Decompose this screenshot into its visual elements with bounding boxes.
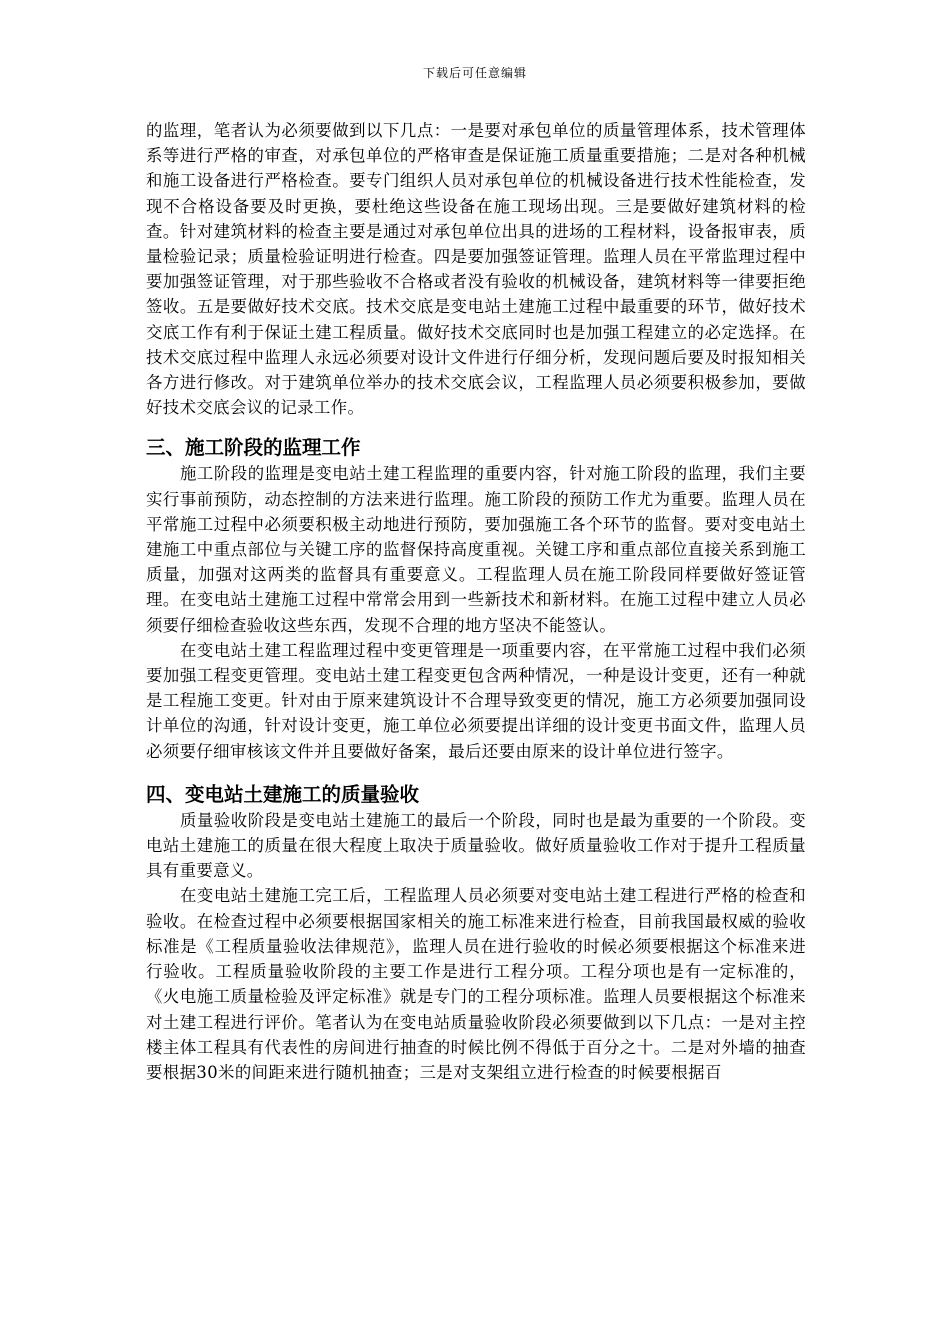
paragraph-construction-stage: 施工阶段的监理是变电站土建工程监理的重要内容，针对施工阶段的监理，我们主要实行事前预防，动态控制的方法来进行监理。施工阶段的预防工作尤为重要。监理人员在平常施工过程中必须要积极主动地进行预防，要加强施工各个环节的监督。要对变电站土建施工中重点部位与关键工序的监督保持高度重视。关键工序和重点部位直接关系到施工质量，加强对这两类的监督具有重要意义。工程监理人员在施工阶段同样要做好签证管理。在变电站土建施工过程中常常会用到一些新技术和新材料。在施工过程中建立人员必须要仔细检查验收这些东西，发现不合理的地方坚决不能签认。 bbox=[146, 464, 806, 635]
document-body bbox=[146, 118, 806, 1085]
section-heading-quality-acceptance: 四、变电站土建施工的质量验收 bbox=[146, 782, 420, 806]
page-header: 下载后可任意编辑 bbox=[422, 66, 527, 80]
paragraph-supervision-points: 的监理，笔者认为必须要做到以下几点：一是要对承包单位的质量管理体系，技术管理体系等进行严格的审查，对承包单位的严格审查是保证施工质量重要措施；二是对各种机械和施工设备进行严格检查。要专门组织人员对承包单位的机械设备进行技术性能检查，发现不合格设备要及时更换，要杜绝这些设备在施工现场出现。三是要做好建筑材料的检查。针对建筑材料的检查主要是通过对承包单位出具的进场的工程材料，设备报审表，质量检验记录；质量检验证明进行检查。四是要加强签证管理。监理人员在平常监理过程中要加强签证管理，对于那些验收不合格或者没有验收的机械设备，建筑材料等一律要拒绝签收。五是要做好技术交底。技术交底是变电站土建施工过程中最重要的环节，做好技术交底工作有利于保证土建工程质量。做好技术交底同时也是加强工程建立的必定选择。在技术交底过程中监理人永远必须要对设计文件进行仔细分析，发现问题后要及时报知相关各方进行修改。对于建筑单位举办的技术交底会议，工程监理人员必须要积极参加，要做好技术交底会议的记录工作。 bbox=[146, 121, 806, 418]
paragraph-acceptance-intro: 质量验收阶段是变电站土建施工的最后一个阶段，同时也是最为重要的一个阶段。变电站土建施工的质量在很大程度上取决于质量验收。做好质量验收工作对于提升工程质量具有重要意义。 bbox=[146, 810, 806, 881]
section-heading-construction-stage: 三、施工阶段的监理工作 bbox=[146, 436, 361, 460]
paragraph-acceptance-detail: 在变电站土建施工完工后，工程监理人员必须要对变电站土建工程进行严格的检查和验收。在检查过程中必须要根据国家相关的施工标准来进行检查，目前我国最权威的验收标准是《工程质量验收法律规范》，监理人员在进行验收的时候必须要根据这个标准来进行验收。工程质量验收阶段的主要工作是进行工程分项。工程分项也是有一定标准的，《火电施工质量检验及评定标准》就是专门的工程分项标准。监理人员要根据这个标准来对土建工程进行评价。笔者认为在变电站质量验收阶段必须要做到以下几点：一是对主控楼主体工程具有代表性的房间进行抽查的时候比例不得低于百分之十。二是对外墙的抽查要根据30米的间距来进行随机抽查；三是对支架组立进行检查的时候要根据百 bbox=[146, 886, 806, 1082]
paragraph-change-management: 在变电站土建工程监理过程中变更管理是一项重要内容，在平常施工过程中我们必须要加强工程变更管理。变电站土建工程变更包含两种情况，一种是设计变更，还有一种就是工程施工变更。针对由于原来建筑设计不合理导致变更的情况，施工方必须要加强同设计单位的沟通，针对设计变更，施工单位必须要提出详细的设计变更书面文件，监理人员必须要仔细审核该文件并且要做好备案，最后还要由原来的设计单位进行签字。 bbox=[146, 640, 806, 761]
